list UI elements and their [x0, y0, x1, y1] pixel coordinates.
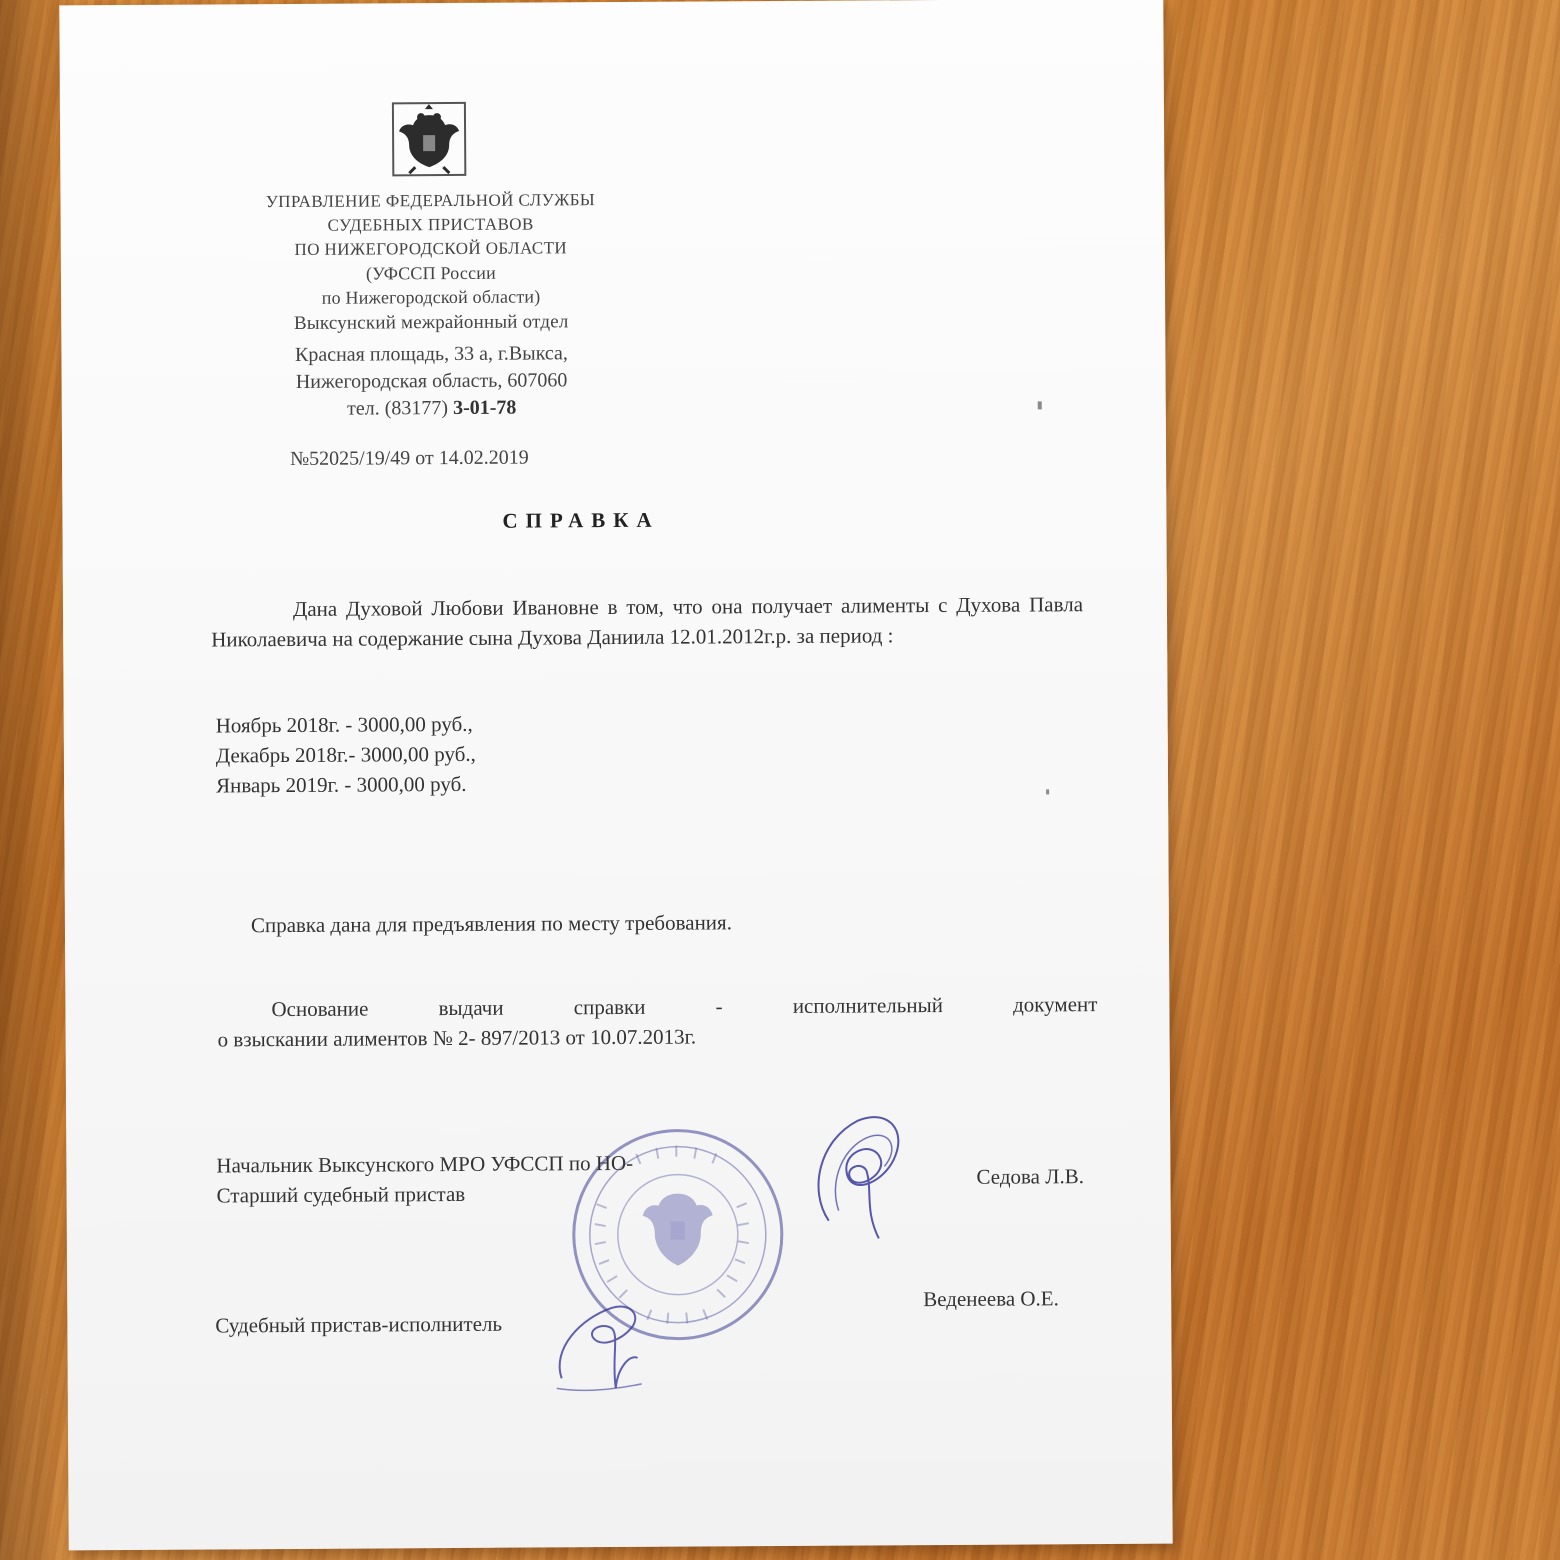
org-line-3: ПО НИЖЕГОРОДСКОЙ ОБЛАСТИ	[294, 238, 568, 259]
payment-item: Январь 2019г. - 3000,00 руб.	[215, 771, 467, 798]
basis-word: справки	[573, 994, 646, 1020]
chief-signature	[788, 1100, 919, 1241]
chief-title-line-2: Старший судебный пристав	[216, 1181, 466, 1208]
phone-line	[237, 394, 627, 423]
organization-header	[210, 188, 651, 337]
payment-item: Декабрь 2018г.- 3000,00 руб.,	[215, 741, 476, 768]
basis-line-2: о взыскании алиментов № 2- 897/2013 от 10.07.2013г.	[217, 1024, 697, 1052]
document-number: №52025/19/49 от 14.02.2019	[289, 446, 529, 470]
address-block	[236, 340, 626, 423]
payment-item: Ноябрь 2018г. - 3000,00 руб.,	[215, 711, 473, 738]
phone-prefix: тел. (83177)	[347, 396, 454, 420]
payments-list	[216, 709, 477, 801]
chief-title	[216, 1148, 633, 1211]
bailiff-title: Судебный пристав-исполнитель	[215, 1311, 503, 1338]
basis-word: документ	[1012, 992, 1098, 1017]
address-line-2: Нижегородская область, 607060	[295, 369, 568, 393]
org-line-2: СУДЕБНЫХ ПРИСТАВОВ	[327, 214, 534, 235]
purpose-paragraph: Справка дана для предъявления по месту требования.	[250, 910, 732, 938]
bailiff-signature	[541, 1288, 652, 1399]
basis-word: исполнительный	[792, 993, 943, 1018]
table-edge-shadow	[0, 0, 70, 1560]
paper-speck	[1038, 401, 1042, 409]
phone-number: 3-01-78	[452, 396, 517, 419]
basis-word: Основание	[271, 996, 369, 1022]
org-line-4: (УФССП России	[365, 262, 496, 284]
chief-title-line-1: Начальник Выксунского МРО УФССП по НО-	[216, 1150, 634, 1178]
document-content	[59, 0, 1172, 1550]
document-title: СПРАВКА	[502, 507, 660, 533]
document-sheet	[59, 0, 1172, 1550]
main-paragraph: Дана Духовой Любови Ивановне в том, что она получает алименты с Духова Павла Николаевича на содержание сына Духова Даниила 12.01.2012г.р. за период :	[211, 592, 1084, 652]
chief-name: Седова Л.В.	[976, 1164, 1084, 1189]
address-line-1: Красная площадь, 33 а, г.Выкса,	[294, 342, 568, 366]
paper-speck	[1046, 789, 1049, 794]
basis-paragraph	[217, 989, 1097, 1054]
basis-word: выдачи	[438, 995, 504, 1021]
basis-word: -	[715, 994, 723, 1019]
org-line-1: УПРАВЛЕНИЕ ФЕДЕРАЛЬНОЙ СЛУЖБЫ	[265, 190, 596, 212]
coat-of-arms-emblem	[385, 101, 473, 180]
org-line-5: по Нижегородской области)	[321, 286, 541, 308]
department-name: Выксунский межрайонный отдел	[293, 311, 569, 334]
bailiff-name: Веденеева О.Е.	[923, 1286, 1059, 1312]
